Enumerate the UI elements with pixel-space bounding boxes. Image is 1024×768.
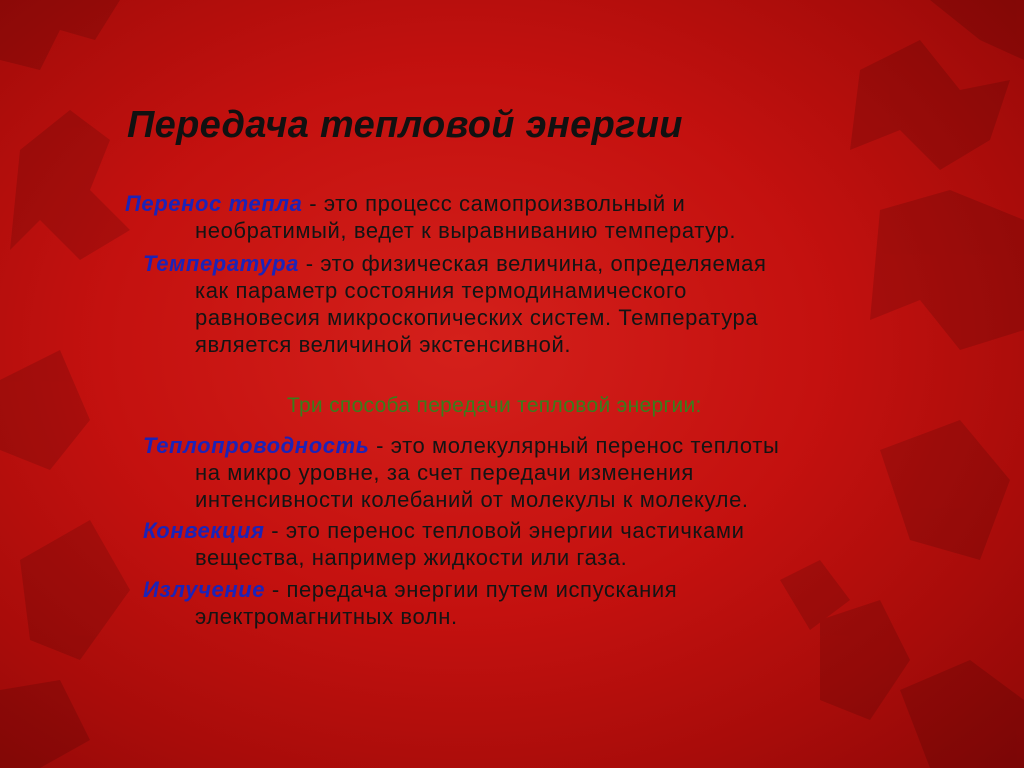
term-radiation: Излучение xyxy=(143,577,266,602)
definition-text: - это перенос тепловой энергии частичками xyxy=(264,518,745,543)
definition-text: - это процесс самопроизвольный и xyxy=(302,191,686,216)
definition-text: необратимый, ведет к выравниванию температур. xyxy=(195,218,737,243)
definition-text: интенсивности колебаний от молекулы к молекуле. xyxy=(195,487,749,512)
definition-radiation xyxy=(143,576,677,630)
definition-text: - это физическая величина, определяемая xyxy=(298,251,767,276)
definition-temperature xyxy=(143,250,766,358)
term-heat-transfer: Перенос тепла xyxy=(125,191,303,216)
section-subheading: Три способа передачи тепловой энергии: xyxy=(287,394,702,417)
definition-text: электромагнитных волн. xyxy=(195,604,458,629)
term-conduction: Теплопроводность xyxy=(143,433,370,458)
definition-text: - передача энергии путем испускания xyxy=(265,577,678,602)
definition-heat-transfer xyxy=(125,190,736,244)
definition-text: является величиной экстенсивной. xyxy=(195,332,572,357)
term-convection: Конвекция xyxy=(143,518,265,543)
definition-convection xyxy=(143,517,745,571)
definition-text: на микро уровне, за счет передачи изменения xyxy=(195,460,694,485)
definition-text: равновесия микроскопических систем. Температура xyxy=(195,305,759,330)
definition-text: как параметр состояния термодинамического xyxy=(195,278,687,303)
definition-text: - это молекулярный перенос теплоты xyxy=(369,433,780,458)
definition-conduction xyxy=(143,432,779,513)
definition-text: вещества, например жидкости или газа. xyxy=(195,545,628,570)
slide-title: Передача тепловой энергии xyxy=(127,104,683,146)
term-temperature: Температура xyxy=(143,251,299,276)
